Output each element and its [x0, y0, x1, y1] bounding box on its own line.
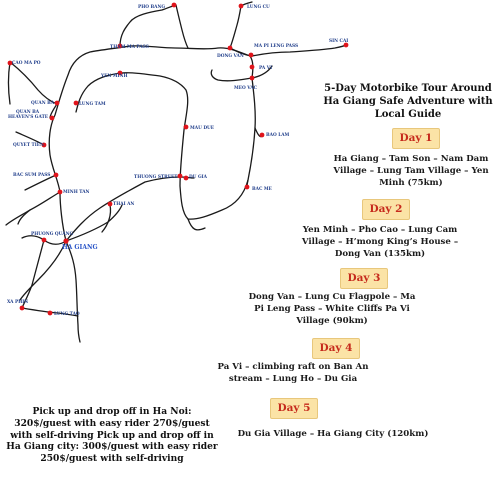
tham-ma-pass-label: THAM MA PASS	[110, 45, 149, 50]
thuong-street-label: THUONG STREET	[134, 175, 178, 180]
lung-tam-label: LUNG TAM	[79, 102, 106, 107]
xa-phin-label: XA PHIN	[7, 300, 29, 305]
ma-pi-leng-pass-marker	[249, 53, 254, 58]
sin-cai-label: SIN CAI	[329, 39, 349, 44]
heavens-gate-label-2: HEAVEN'S GATE	[8, 115, 49, 120]
bao-lam-marker	[260, 133, 265, 138]
day-2-badge: Day 2	[362, 199, 410, 220]
day-1-badge: Day 1	[392, 128, 440, 149]
day-1-description: Ha Giang – Tam Son – Nam Dam Village – Lung Tam Village – Yen Minh (75km)	[333, 154, 489, 188]
ha-giang-marker	[63, 238, 68, 243]
day-5-description: Du Gia Village – Ha Giang City (120km)	[237, 429, 429, 439]
pho-bang-label: PHO BANG	[138, 5, 166, 10]
tour-title: 5-Day Motorbike Tour Around Ha Giang Safe Adventure with Local Guide	[323, 83, 493, 120]
xa-phin-marker	[20, 306, 25, 311]
cao-ma-po-label: CAO MA PO	[12, 61, 41, 66]
bac-me-label: BAC ME	[252, 187, 272, 192]
pricing-info: Pick up and drop off in Ha Noi: 320$/guest with easy rider 270$/guest with self-driving Pick up and drop off in Ha Giang city: 300$/guest with easy rider 250$/guest with self-driving	[6, 406, 218, 465]
bac-sum-pass-label: BAC SUM PASS	[13, 173, 51, 178]
day-2-description: Yen Minh – Pho Cao – Lung Cam Village – H’mong King’s House – Dong Van (135km)	[301, 225, 459, 259]
lung-tao-label: LUNG TAO	[54, 312, 80, 317]
quan-ba-label: QUAN BA	[31, 101, 55, 106]
quan-ba-marker	[55, 101, 60, 106]
phuong-quang-label: PHUONG QUANG	[31, 232, 74, 237]
pho-bang-marker	[172, 3, 177, 8]
place-markers	[8, 3, 349, 316]
thai-an-label: THAI AN	[113, 202, 135, 207]
bac-sum-pass-marker	[54, 173, 59, 178]
pa-vi-label: PA VI	[259, 66, 273, 71]
minh-tan-marker	[58, 190, 63, 195]
bac-me-marker	[245, 185, 250, 190]
ma-pi-leng-pass-label: MA PI LENG PASS	[254, 44, 299, 49]
lung-cu-marker	[239, 4, 244, 9]
pa-vi-marker	[250, 65, 255, 70]
quyet-tien-label: QUYET TIEN	[13, 143, 44, 148]
thuong-street-marker	[178, 174, 183, 179]
thai-an-marker	[108, 202, 113, 207]
day-5-badge: Day 5	[270, 398, 318, 419]
bao-lam-label: BAO LAM	[266, 133, 290, 138]
meo-vac-marker	[250, 76, 255, 81]
lung-cu-label: LUNG CU	[247, 5, 270, 10]
lung-tao-marker	[48, 311, 53, 316]
du-gia-label: DU GIA	[189, 175, 207, 180]
day-3-badge: Day 3	[340, 268, 388, 289]
ha-giang-label: HA GIANG	[62, 244, 98, 251]
day-4-badge: Day 4	[312, 338, 360, 359]
day-4-description: Pa Vi – climbing raft on Ban An stream – Lung Ho – Du Gia	[217, 362, 369, 384]
meo-vac-label: MEO VAC	[234, 86, 258, 91]
heavens-gate-marker	[50, 116, 55, 121]
dong-van-label: DONG VAN	[217, 54, 244, 59]
phuong-quang-marker	[42, 238, 47, 243]
mau-due-marker	[184, 125, 189, 130]
heavens-gate-label-1: QUAN BA	[16, 110, 40, 115]
yen-minh-label: YEN MINH	[101, 74, 128, 79]
lung-tam-marker	[74, 101, 79, 106]
dong-van-marker	[228, 46, 233, 51]
mau-due-label: MAU DUE	[190, 126, 215, 131]
minh-tan-label: MINH TAN	[63, 190, 90, 195]
day-3-description: Dong Van – Lung Cu Flagpole – Ma Pi Leng Pass – White Cliffs Pa Vi Village (90km)	[248, 292, 416, 326]
du-gia-marker	[184, 176, 189, 181]
